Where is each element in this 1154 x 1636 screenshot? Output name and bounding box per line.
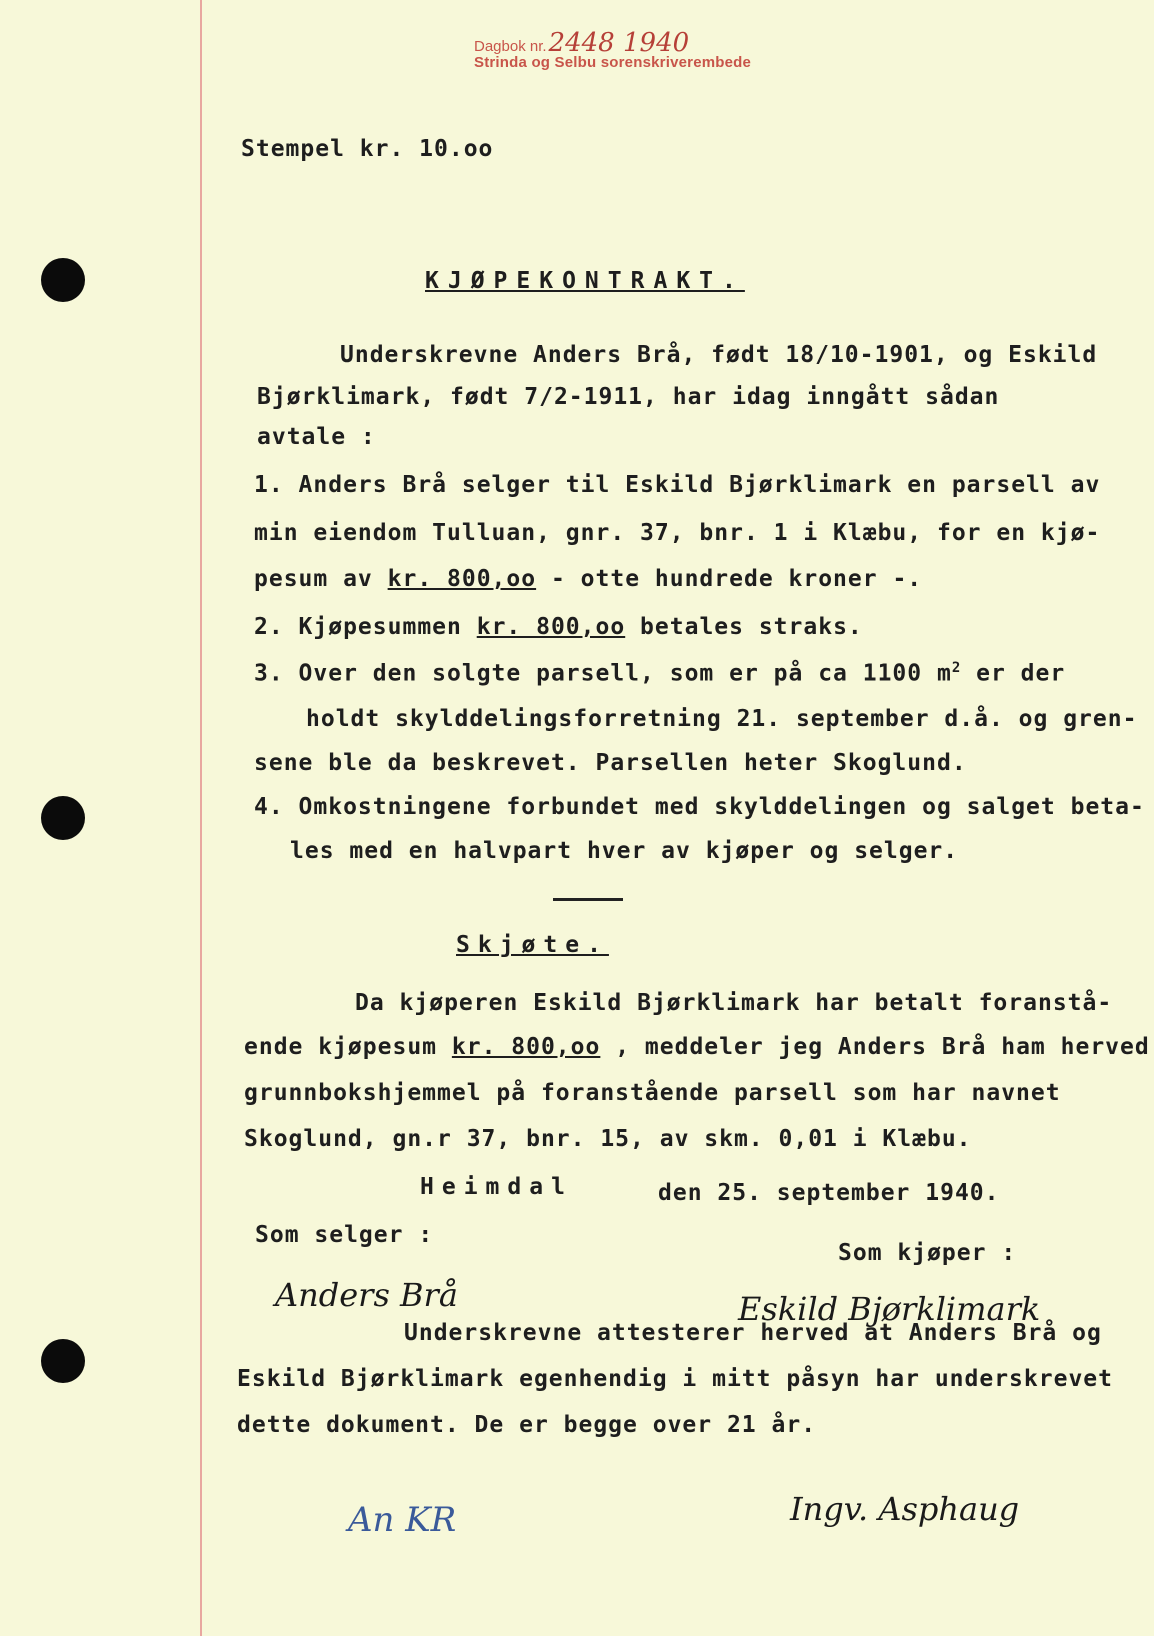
buyer-signature: Eskild Bjørklimark	[738, 1290, 1041, 1328]
point-1-line-3	[254, 566, 922, 592]
attest-line-3: dette dokument. De er begge over 21 år.	[237, 1412, 817, 1438]
point-1-text-end: - otte hundrede kroner -.	[536, 566, 923, 592]
date: den 25. september 1940.	[658, 1180, 1000, 1206]
square-superscript: 2	[951, 660, 962, 676]
attest-line-1: Underskrevne attesterer herved at Anders Brå og	[404, 1320, 1102, 1346]
point-2	[254, 614, 863, 640]
buyer-label: Som kjøper :	[838, 1240, 1017, 1266]
deed-line-1: Da kjøperen Eskild Bjørklimark har betalt foranstå-	[355, 990, 1113, 1016]
deed-line-2	[244, 1034, 1150, 1060]
place: Heimdal	[420, 1174, 573, 1200]
registry-stamp-office: Strinda og Selbu sorenskriverembede	[474, 54, 752, 71]
intro-line-3: avtale :	[257, 424, 376, 450]
intro-line-1: Underskrevne Anders Brå, født 18/10-1901, og Eskild	[340, 342, 1098, 368]
point-3-text-end: er der	[961, 660, 1066, 687]
deed-line-3: grunnbokshjemmel på foranstående parsell som har navnet	[244, 1080, 1061, 1106]
point-3-line-2: holdt skylddelingsforretning 21. september d.å. og gren-	[306, 706, 1138, 732]
intro-line-2: Bjørklimark, født 7/2-1911, har idag inngått sådan	[257, 384, 1000, 410]
point-2-text: 2. Kjøpesummen	[254, 614, 477, 640]
registrar-initials: An KR	[348, 1500, 457, 1540]
seller-signature: Anders Brå	[275, 1276, 458, 1314]
witness-signature: Ingv. Asphaug	[790, 1490, 1020, 1528]
stamp-duty-line: Stempel kr. 10.oo	[241, 136, 494, 162]
point-4-line-2: les med en halvpart hver av kjøper og selger.	[290, 838, 959, 864]
deed-title: Skjøte.	[456, 932, 609, 958]
point-4-line-1: 4. Omkostningene forbundet med skylddelingen og salget beta-	[254, 794, 1145, 820]
deed-text-end: , meddeler jeg Anders Brå ham herved	[600, 1034, 1150, 1060]
point-3-line-3: sene ble da beskrevet. Parsellen heter Skoglund.	[254, 750, 967, 776]
margin-line	[200, 0, 202, 1636]
section-divider	[553, 898, 623, 901]
punch-hole-top	[41, 258, 85, 302]
point-2-amount: kr. 800,oo	[476, 614, 626, 640]
deed-line-4: Skoglund, gn.r 37, bnr. 15, av skm. 0,01 i Klæbu.	[244, 1126, 972, 1152]
punch-hole-bottom	[41, 1339, 85, 1383]
point-1-text: pesum av	[254, 566, 388, 592]
point-2-text-end: betales straks.	[625, 614, 863, 640]
deed-amount: kr. 800,oo	[451, 1034, 601, 1060]
point-1-amount: kr. 800,oo	[387, 566, 537, 592]
seller-label: Som selger :	[255, 1222, 434, 1248]
point-1-line-1: 1. Anders Brå selger til Eskild Bjørklimark en parsell av	[254, 472, 1101, 498]
punch-hole-middle	[41, 796, 85, 840]
stamp-prefix: Dagbok nr.	[474, 38, 547, 55]
document-title: KJØPEKONTRAKT.	[425, 268, 745, 294]
attest-line-2: Eskild Bjørklimark egenhendig i mitt påsyn har underskrevet	[237, 1366, 1113, 1392]
stamp-handwritten-number: 2448 1940	[548, 28, 690, 58]
deed-text: ende kjøpesum	[244, 1034, 452, 1060]
point-3-line-1	[254, 660, 1065, 687]
point-3-text: 3. Over den solgte parsell, som er på ca 1100 m	[254, 660, 952, 687]
point-1-line-2: min eiendom Tulluan, gnr. 37, bnr. 1 i Klæbu, for en kjø-	[254, 520, 1101, 546]
